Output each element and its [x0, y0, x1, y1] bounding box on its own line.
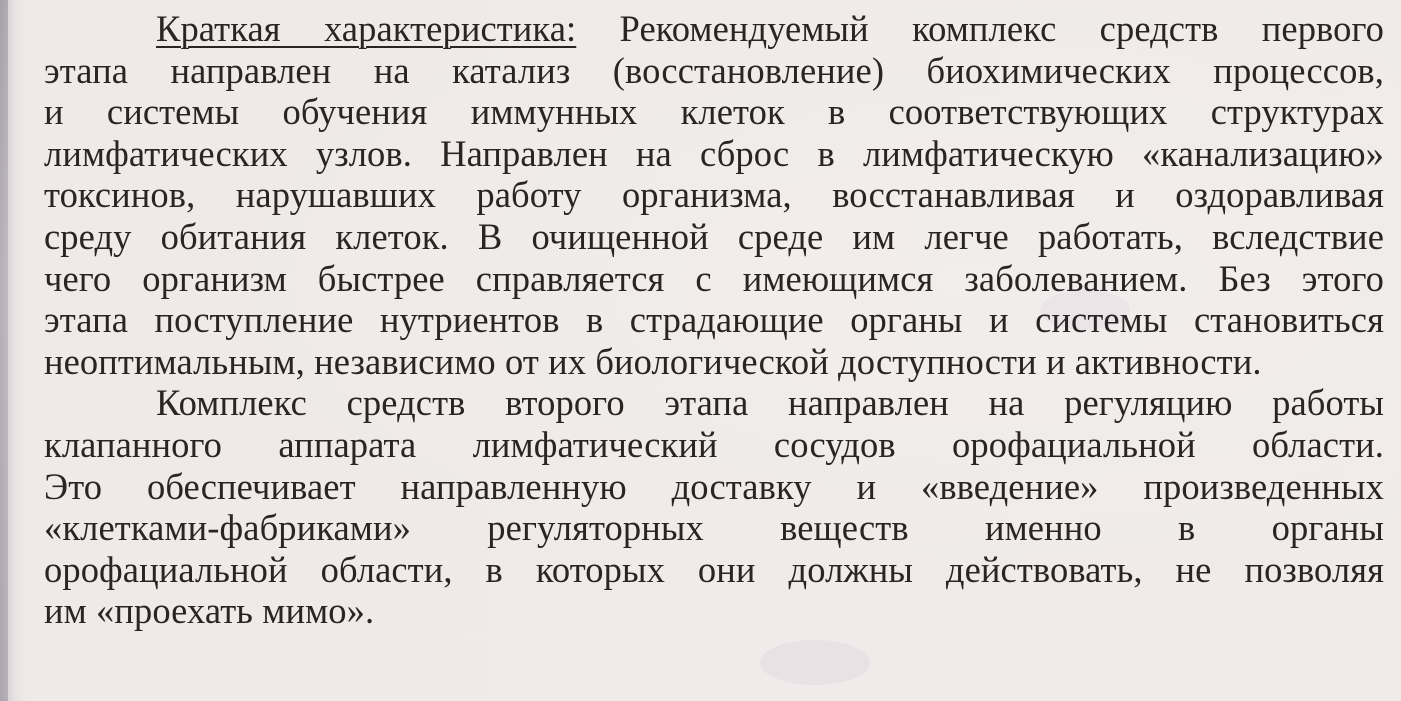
text-line: токсинов, нарушавших работу организма, восстанавливая и оздоравливая [44, 174, 1384, 216]
text-line: Это обеспечивает направленную доставку и «введение» произведенных [44, 465, 1384, 507]
paper-smudge [760, 640, 870, 685]
text-line: Комплекс средств второго этапа направлен на регуляцию работы [156, 382, 1384, 424]
text-line: Краткая характеристика: Рекомендуемый комплекс средств первого [156, 8, 1384, 49]
text-line: им «проехать мимо». [44, 590, 375, 632]
text-line: этапа направлен на катализ (восстановление) биохимических процессов, [44, 49, 1384, 91]
text-line: «клетками-фабриками» регуляторных веществ именно в органы [44, 507, 1384, 549]
text-line: этапа поступление нутриентов в страдающие органы и системы становиться [44, 299, 1384, 341]
document-text [44, 8, 1384, 632]
text-line: орофациальной области, в которых они должны действовать, не позволяя [44, 548, 1384, 590]
scan-edge-shadow [0, 0, 8, 701]
lead-heading: Краткая характеристика: [156, 8, 577, 49]
text-line: и системы обучения иммунных клеток в соответствующих структурах [44, 91, 1384, 133]
text-line: лимфатических узлов. Направлен на сброс в лимфатическую «канализацию» [44, 132, 1384, 174]
text-line: неоптимальным, независимо от их биологической доступности и активности. [44, 340, 1262, 382]
text-line: чего организм быстрее справляется с имеющимся заболеванием. Без этого [44, 257, 1384, 299]
text-line: среду обитания клеток. В очищенной среде им легче работать, вследствие [44, 215, 1384, 257]
text-line: клапанного аппарата лимфатический сосудов орофациальной области. [44, 423, 1384, 465]
